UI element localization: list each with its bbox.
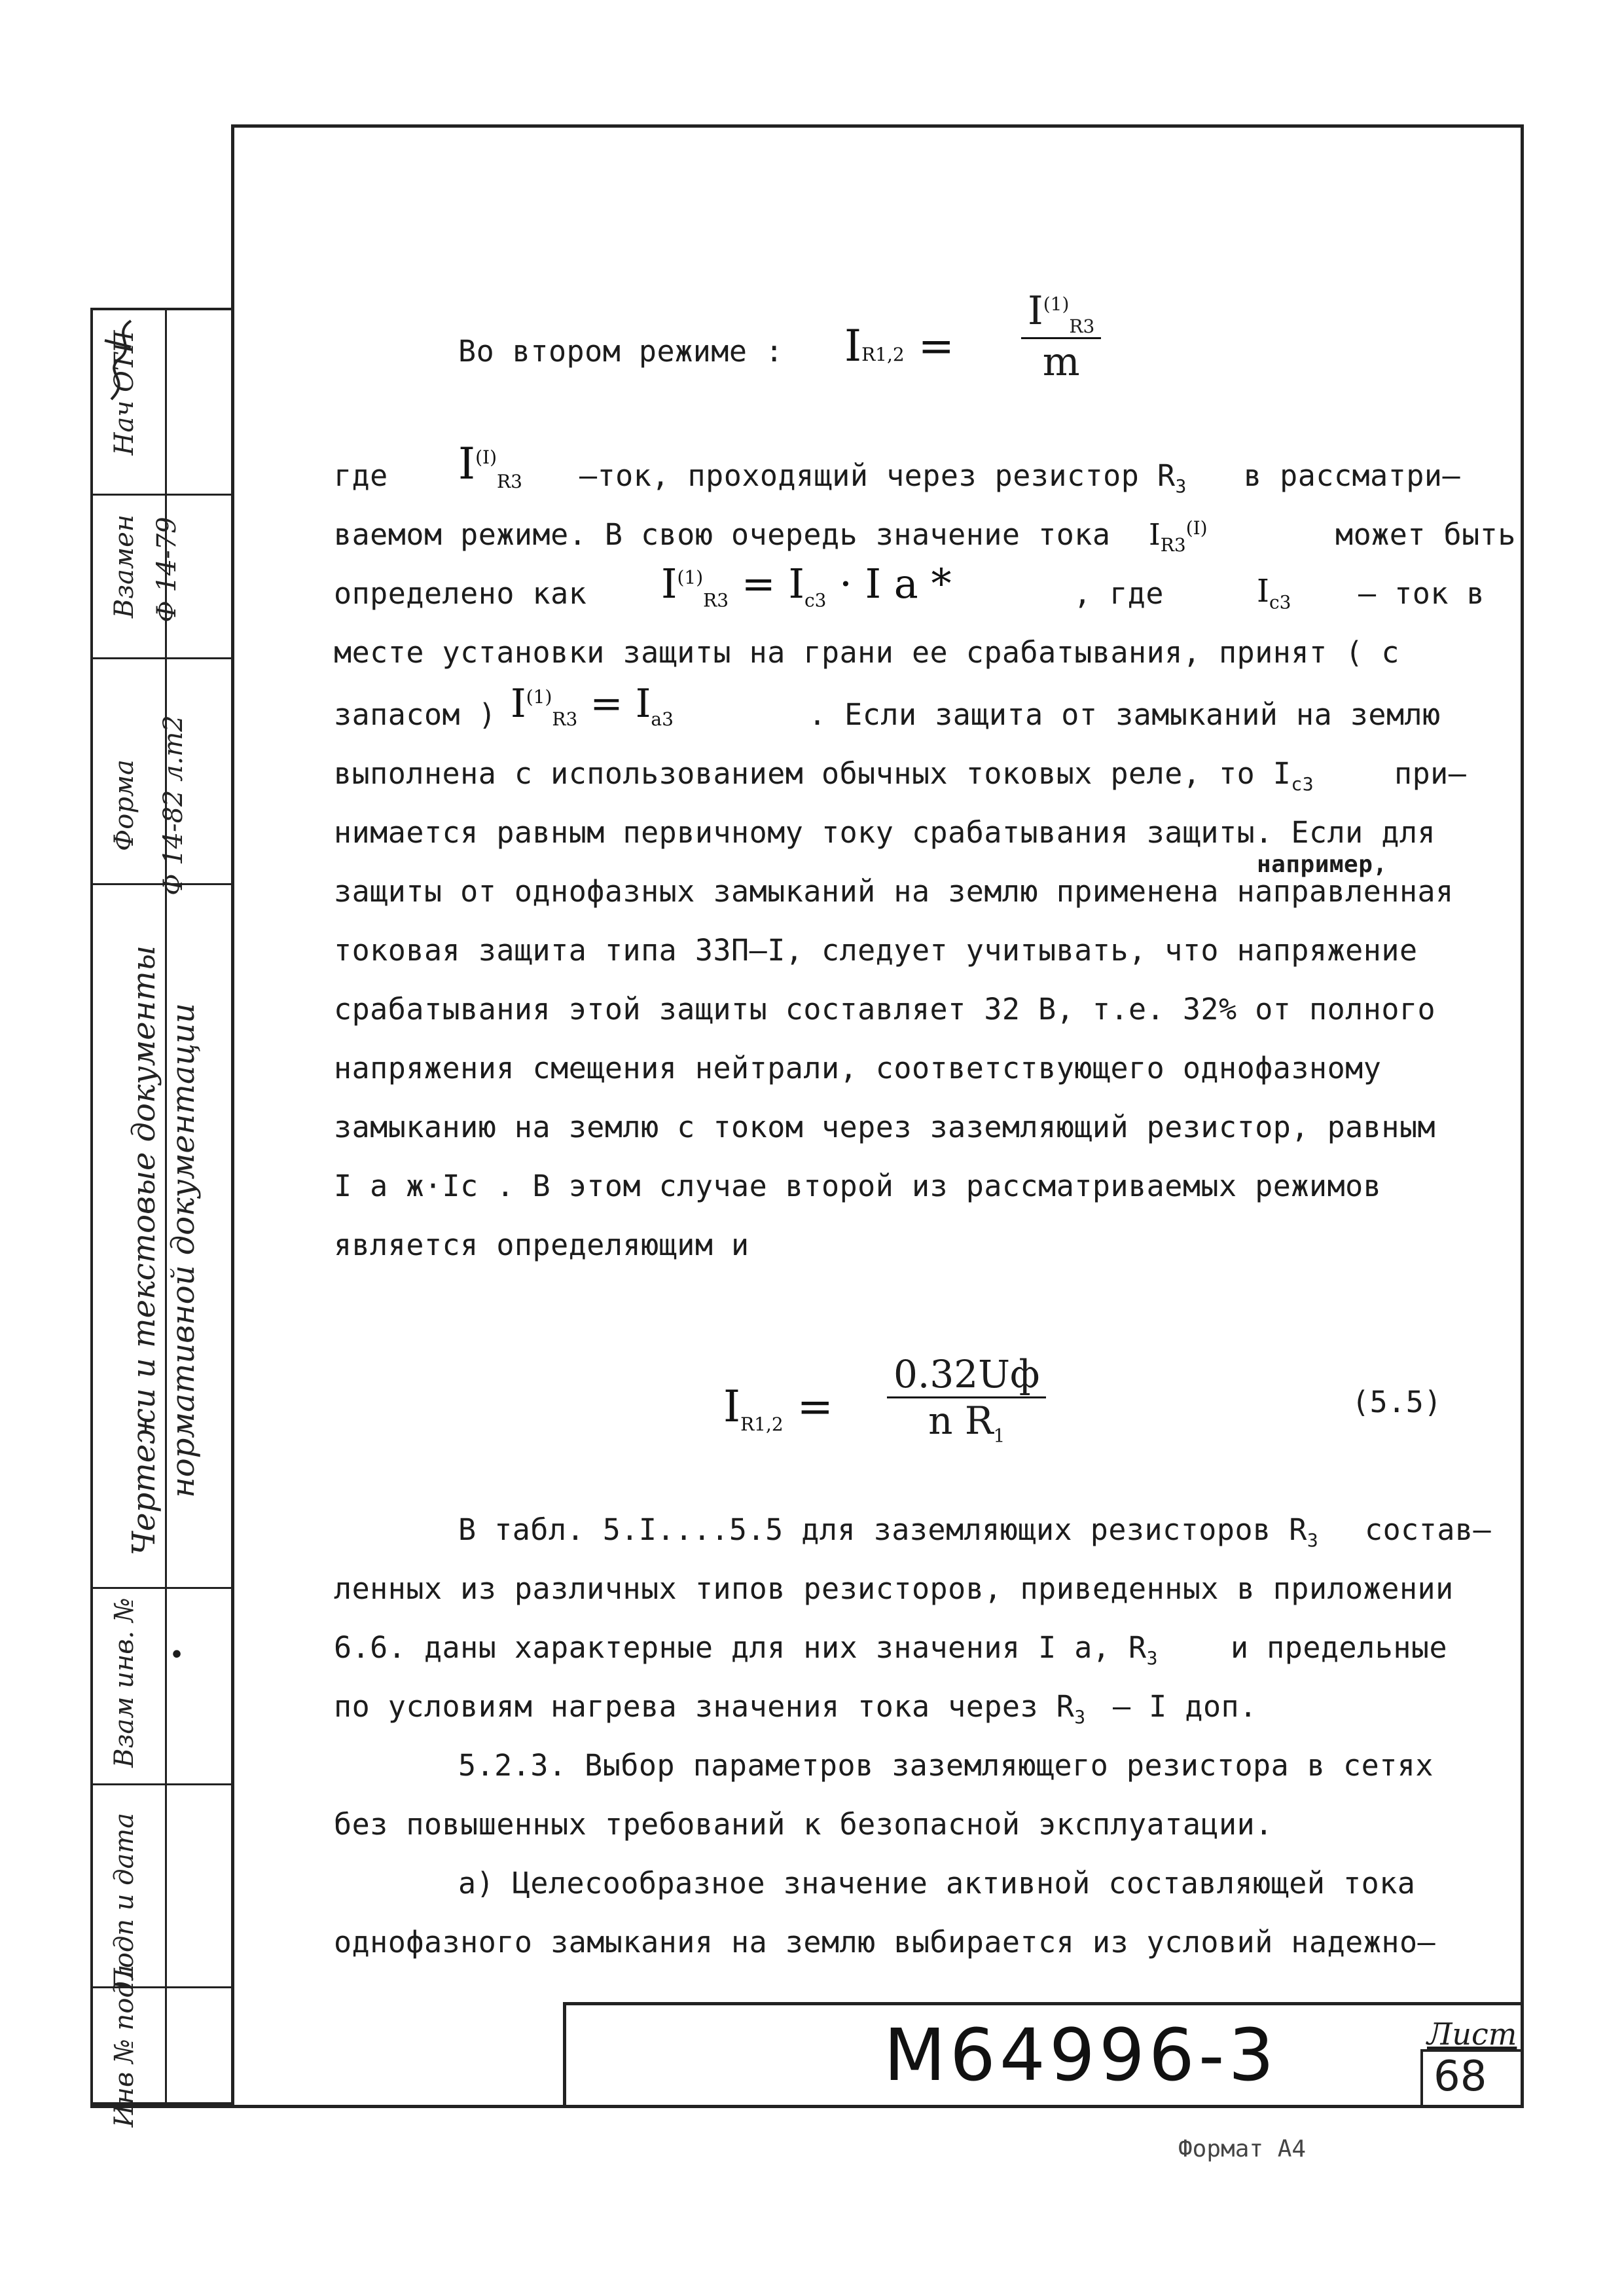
text-line-18b: и предельные — [1231, 1630, 1448, 1665]
text-line-2c: в рассматри– — [1244, 458, 1461, 493]
text-line-22: а) Целесообразное значение активной составляющей тока — [458, 1866, 1416, 1901]
signature-mark — [92, 314, 144, 412]
stamp-f1482: Ф 14-82 л.т2 — [158, 715, 189, 896]
text-line-4c: – ток в — [1358, 576, 1485, 611]
equation-5-5-lhs: $I_{R1,2}$ = — [723, 1381, 833, 1436]
text-line-4a: определено как — [334, 576, 587, 611]
format-label: Формат А4 — [1178, 2136, 1307, 2162]
formula-ir12-frac: $\frac{I^{(1)}_{R3}}{m}$ — [1021, 288, 1101, 385]
text-line-11: срабатывания этой защиты составляет 32 В, т.е. 32% от полного — [334, 992, 1436, 1027]
text-line-4b: , где — [1074, 576, 1164, 611]
text-line-9: защиты от однофазных замыканий на землю применена направленная — [334, 874, 1454, 909]
text-line-7a: выполнена с использованием обычных токовых реле, то $I_{c3}$ — [334, 756, 1314, 795]
stamp-forma: Форма — [109, 759, 139, 851]
sheet-label: Лист — [1427, 2016, 1517, 2052]
text-line-19b: – I доп. — [1113, 1689, 1257, 1724]
title-block-top — [563, 2002, 1524, 2005]
text-line-6a: запасом ) — [334, 697, 497, 732]
formula-ir12-lhs: IR1,2 = — [844, 321, 954, 371]
text-line-20: 5.2.3. Выбор параметров заземляющего резистора в сетях — [458, 1748, 1434, 1783]
text-line-21: без повышенных требований к безопасной эксплуатации. — [334, 1807, 1273, 1842]
sheet-number: 68 — [1434, 2052, 1487, 2101]
text-line-3a: ваемом режиме. В свою очередь значение тока — [334, 517, 1111, 552]
handwritten-note: например, — [1257, 851, 1388, 878]
text-line-14: I а ж·Iс . В этом случае второй из рассматриваемых режимов — [334, 1169, 1382, 1203]
equation-5-5-frac: 0.32Uф n $R_1$ — [887, 1352, 1046, 1447]
text-line-2b: –ток, проходящий через резистор $R_3$ — [579, 458, 1187, 497]
text-line-16b: состав– — [1365, 1512, 1492, 1547]
formula-ia3: $I^{(1)}_{R3} = I_{a3}$ — [511, 681, 674, 730]
stamp-f1479: Ф 14-79 — [152, 517, 182, 623]
text-line-12: напряжения смещения нейтрали, соответствующего однофазному — [334, 1051, 1382, 1085]
text-line-13: замыканию на землю с током через заземляющий резистор, равным — [334, 1110, 1436, 1144]
text-line-19: по условиям нагрева значения тока через $R_3$ — [334, 1689, 1086, 1728]
text-line-2a: где — [334, 458, 388, 493]
text-line-8: нимается равным первичному току срабатывания защиты. Если для — [334, 815, 1436, 850]
text-line-15: является определяющим и — [334, 1228, 749, 1262]
formula-ir3-eq: $I^{(1)}_{R3} = I_{c3} \cdot I$ a * — [661, 560, 952, 611]
stamp-podp-data: Подп и дата — [109, 1812, 139, 1992]
text-line-17: ленных из различных типов резисторов, приведенных в приложении — [334, 1571, 1454, 1606]
text-line-3b: может быть — [1335, 517, 1516, 552]
formula-ir3-small: $I_{R3}^{(I)}$ — [1149, 517, 1208, 556]
stamp-dot: • — [169, 1640, 185, 1670]
text-line-16: В табл. 5.I....5.5 для заземляющих резисторов $R_3$ — [458, 1512, 1319, 1551]
stamp-vzam-inv: Взам инв. № — [109, 1597, 139, 1768]
text-line-10: токовая защита типа ЗЗП–I, следует учитывать, что напряжение — [334, 933, 1418, 968]
text-line-5: месте установки защиты на грани ее срабатывания, принят ( с — [334, 635, 1399, 670]
document-number: М64996-3 — [884, 2013, 1278, 2097]
text-line-1: Во втором режиме : — [458, 334, 784, 369]
formula-ic3: $I_{c3}$ — [1257, 573, 1291, 613]
stamp-nach-otp: Нач ОТП — [109, 330, 139, 456]
stamp-vzamen: Взамен — [109, 514, 139, 619]
text-line-23: однофазного замыкания на землю выбирается из условий надежно– — [334, 1925, 1436, 1959]
equation-number: (5.5) — [1352, 1385, 1442, 1419]
stamp-inv-podl: Инв № подл — [109, 1964, 139, 2128]
text-line-18: 6.6. даны характерные для них значения I а, $R_3$ — [334, 1630, 1159, 1669]
text-line-6b: . Если защита от замыканий на землю — [808, 697, 1441, 732]
title-block-bottom — [90, 2105, 1524, 2108]
stamp-docs-line1: Чертежи и текстовые документы — [126, 945, 162, 1556]
title-block-left — [563, 2002, 566, 2107]
text-line-7b: при– — [1394, 756, 1467, 791]
stamp-docs-line2: нормативной документации — [165, 1003, 202, 1498]
formula-ir3-i: $I^{(I)}_{R3}$ — [458, 439, 522, 493]
